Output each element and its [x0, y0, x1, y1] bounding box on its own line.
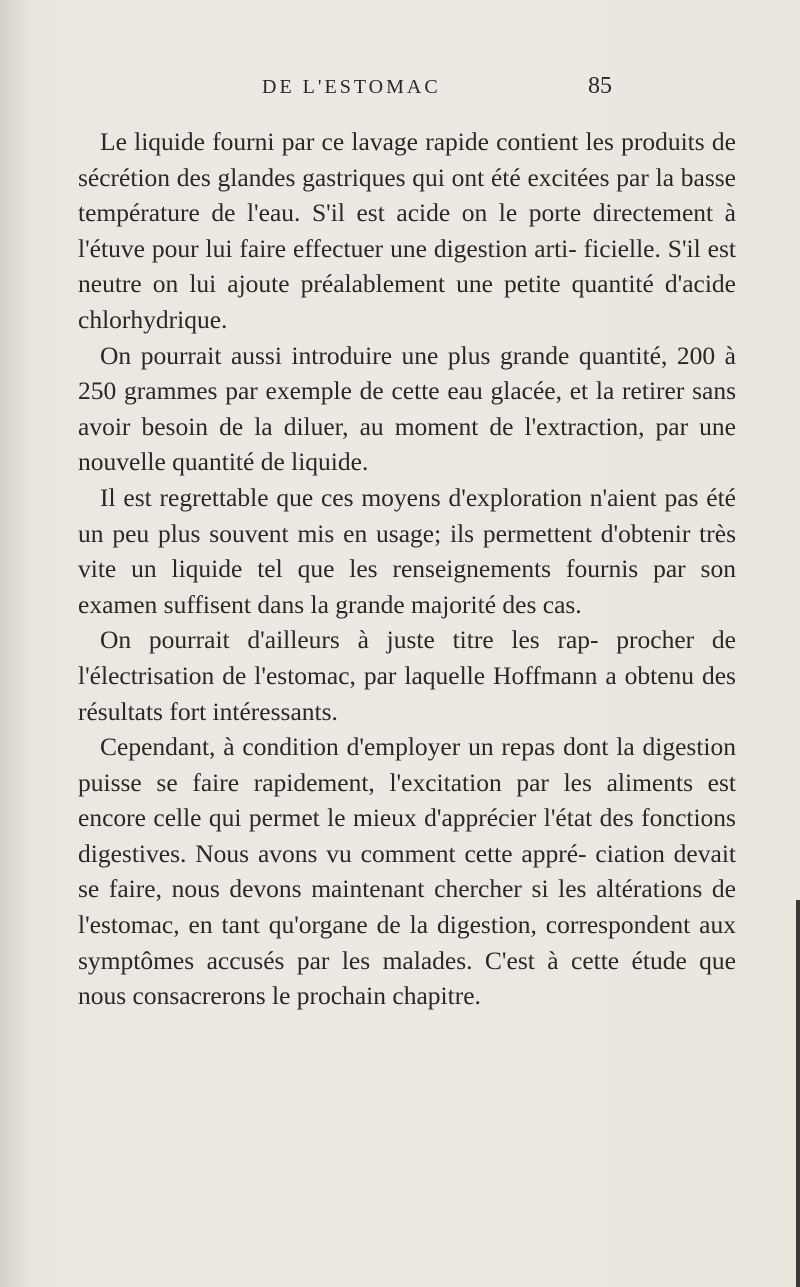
page-number: 85	[588, 73, 612, 99]
running-head: DE L'ESTOMAC	[262, 76, 441, 98]
paragraph: On pourrait d'ailleurs à juste titre les rap- procher de l'électrisation de l'estomac, par laquelle Hoffmann a obtenu des résultats fort intéressants.	[78, 625, 736, 726]
page-gutter-shadow	[0, 0, 30, 1287]
paragraph: On pourrait aussi introduire une plus grande quantité, 200 à 250 grammes par exemple de cette eau glacée, et la retirer sans avoir besoin de la diluer, au moment de l'extraction, par une nouvelle quantité de liquide.	[78, 340, 736, 477]
paragraph: Il est regrettable que ces moyens d'exploration n'aient pas été un peu plus souvent mis en usage; ils permettent d'obtenir très vite un liquide tel que les renseignements fournis par son examen suffisent dans la grande majorité des cas.	[78, 482, 736, 619]
body-text	[78, 124, 736, 1014]
page-header	[0, 73, 800, 106]
paragraph: Cependant, à condition d'employer un repas dont la digestion puisse se faire rapidement, l'excitation par les aliments est encore celle qui permet le mieux d'apprécier l'état des fonctions digestives. Nous avons vu comment cette appré- ciation devait se faire, nous devons maintenant chercher si les altérations de l'estomac, en tant qu'organe de la digestion, correspondent aux symptômes accusés par les malades. C'est à cette étude que nous consacrerons le prochain chapitre.	[78, 732, 736, 1011]
paragraph: Le liquide fourni par ce lavage rapide contient les produits de sécrétion des glandes gastriques qui ont été excitées par la basse température de l'eau. S'il est acide on le porte directement à l'étuve pour lui faire effectuer une digestion arti- ficielle. S'il est neutre on lui ajoute préalablement une petite quantité d'acide chlorhydrique.	[78, 127, 736, 334]
page-edge	[796, 900, 800, 1287]
